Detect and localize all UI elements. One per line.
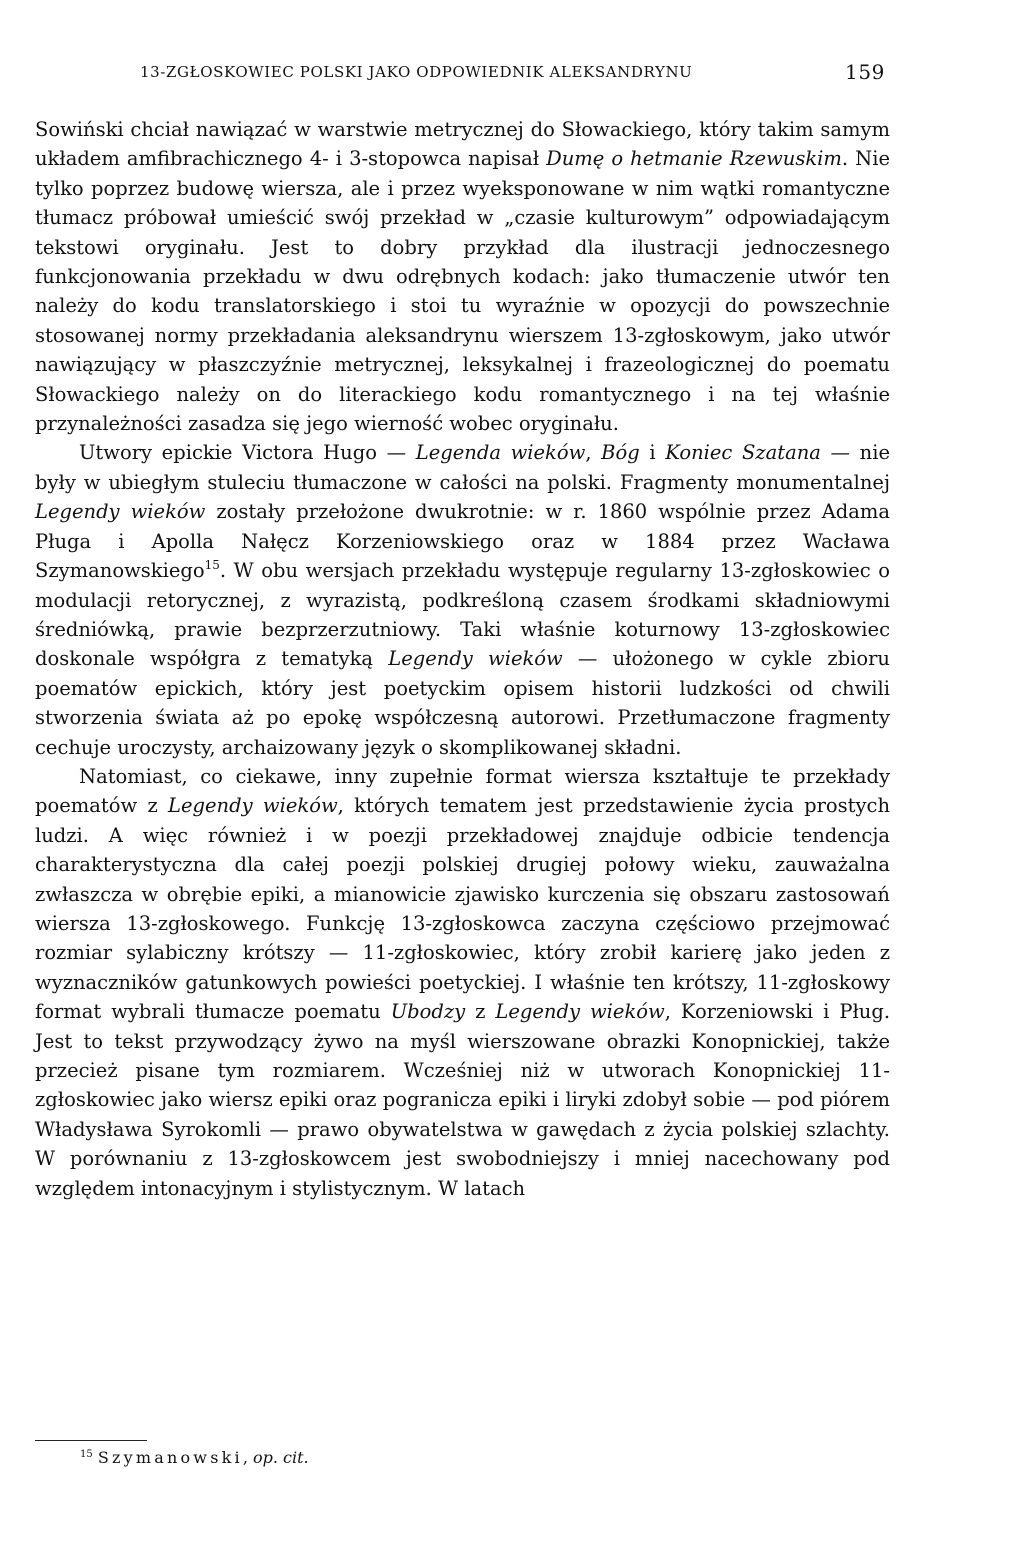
text-run: , <box>585 441 602 465</box>
footnote-reference: op. cit. <box>253 1448 309 1467</box>
text-run: . W obu wersjach przekładu występuje regularny 13-zgłoskowiec o modulacji retorycznej, z wyrazistą, podkreśloną czasem środkami składniowymi średniówką, prawie bezprzerzutniowy. Taki właśnie koturnowy 13-zgłoskowiec doskonale współgra z tematyką <box>35 559 890 671</box>
footnote-author: Szymanowski <box>97 1448 243 1467</box>
text-run: . Nie tylko poprzez budowę wiersza, ale i przez wyeksponowane w nim wątki romantyczne tłumacz próbował umieścić swój przekład w „czasie kulturowym” odpowiadającym tekstowi oryginału. Jest to dobry przykład dla ilustracji jednoczesnego funkcjonowania przekładu w dwu odrębnych kodach: jako tłumaczenie utwór ten należy do kodu translatorskiego i stoi tu wyraźnie w opozycji do powszechnie stosowanej normy przekładania aleksandrynu wierszem 13-zgłoskowym, jako utwór nawiązujący w płaszczyźnie metrycznej, leksykalnej i frazeologicznej do poematu Słowackiego należy on do literackiego kodu romantycznego i na tej właśnie przynależności zasadza się jego wierność wobec oryginału. <box>35 147 890 436</box>
italic-title: Dumę o hetmanie Rzewuskim <box>546 147 842 171</box>
paragraph <box>35 762 890 1203</box>
italic-title: Legenda wieków <box>415 441 586 465</box>
italic-title: Legendy wieków <box>168 794 338 818</box>
running-header <box>140 60 885 90</box>
text-run: — nie były w ubiegłym stuleciu tłumaczone w całości na polski. Fragmenty monumentalnej <box>35 441 891 494</box>
text-run: — ułożonego w cykle zbioru poematów epickich, który jest poetyckim opisem historii ludzkości od chwili stworzenia świata aż po epokę współczesną autorowi. Przetłumaczone fragmenty cechuje uroczysty, archaizowany język o skomplikowanej składni. <box>35 647 890 759</box>
italic-title: Koniec Szatana <box>665 441 821 465</box>
italic-title: Legendy wieków <box>388 647 563 671</box>
text-run: , których tematem jest przedstawienie życia prostych ludzi. A więc również i w poezji przekładowej znajduje odbicie tendencja charakterystyczna dla całej poezji polskiej drugiej połowy wieku, zauważalna zwłaszcza w obrębie epiki, a mianowicie zjawisko kurczenia się obszaru zastosowań wiersza 13-zgłoskowego. Funkcję 13-zgłoskowca zaczyna częściowo przejmować rozmiar sylabiczny krótszy — 11-zgłoskowiec, który zrobił karierę jako jeden z wyznaczników gatunkowych powieści poetyckiej. I właśnie ten krótszy, 11-zgłoskowy format wybrali tłumacze poematu <box>35 794 891 1024</box>
italic-title: Ubodzy <box>390 1000 466 1024</box>
text-run: Natomiast, co ciekawe, inny zupełnie format wiersza kształtuje te przekłady poematów z <box>35 764 890 818</box>
text-run: z <box>465 1000 496 1024</box>
text-run: , Korzeniowski i Pług. Jest to tekst przywodzący żywo na myśl wierszowane obrazki Konopnickiej, także przecież pisane tym rozmiarem. Wcześniej niż w utworach Konopnickiej 11-zgłoskowiec jako wiersz epiki oraz pogranicza epiki i liryki zdobył sobie — pod piórem Władysława Syrokomli — prawo obywatelstwa w gawędach z życia polskiej szlachty. W porównaniu z 13-zgłoskowcem jest swobodniejszy i mniej nacechowany pod względem intonacyjnym i stylistycznym. W latach <box>35 1000 891 1200</box>
text-run: i <box>639 441 666 465</box>
text-run: Utwory epickie Victora Hugo — <box>79 441 416 465</box>
footnote-separator: , <box>242 1448 253 1467</box>
paragraph <box>35 115 890 438</box>
text-run: Sowiński chciał nawiązać w warstwie metrycznej do Słowackiego, który takim samym układem amfibrachicznego 4- i 3-stopowca napisał <box>35 118 890 171</box>
text-run: zostały przełożone dwukrotnie: w r. 1860 wspólnie przez Adama Pługa i Apolla Nałęcz Korzeniowskiego oraz w 1884 przez Wacława Szymanowskiego <box>35 500 891 583</box>
footnote-mark: 15 <box>80 1449 93 1460</box>
paragraph <box>35 438 890 761</box>
italic-title: Bóg <box>601 441 640 465</box>
body-text <box>35 115 890 1203</box>
footnote-ref-mark: 15 <box>204 558 220 573</box>
running-title: 13-ZGŁOSKOWIEC POLSKI JAKO ODPOWIEDNIK ALEKSANDRYNU <box>140 63 693 81</box>
page-number: 159 <box>845 60 885 84</box>
italic-title: Legendy wieków <box>495 1000 665 1024</box>
italic-title: Legendy wieków <box>35 500 206 524</box>
footnote-divider <box>35 1440 147 1441</box>
footnote <box>80 1448 309 1468</box>
